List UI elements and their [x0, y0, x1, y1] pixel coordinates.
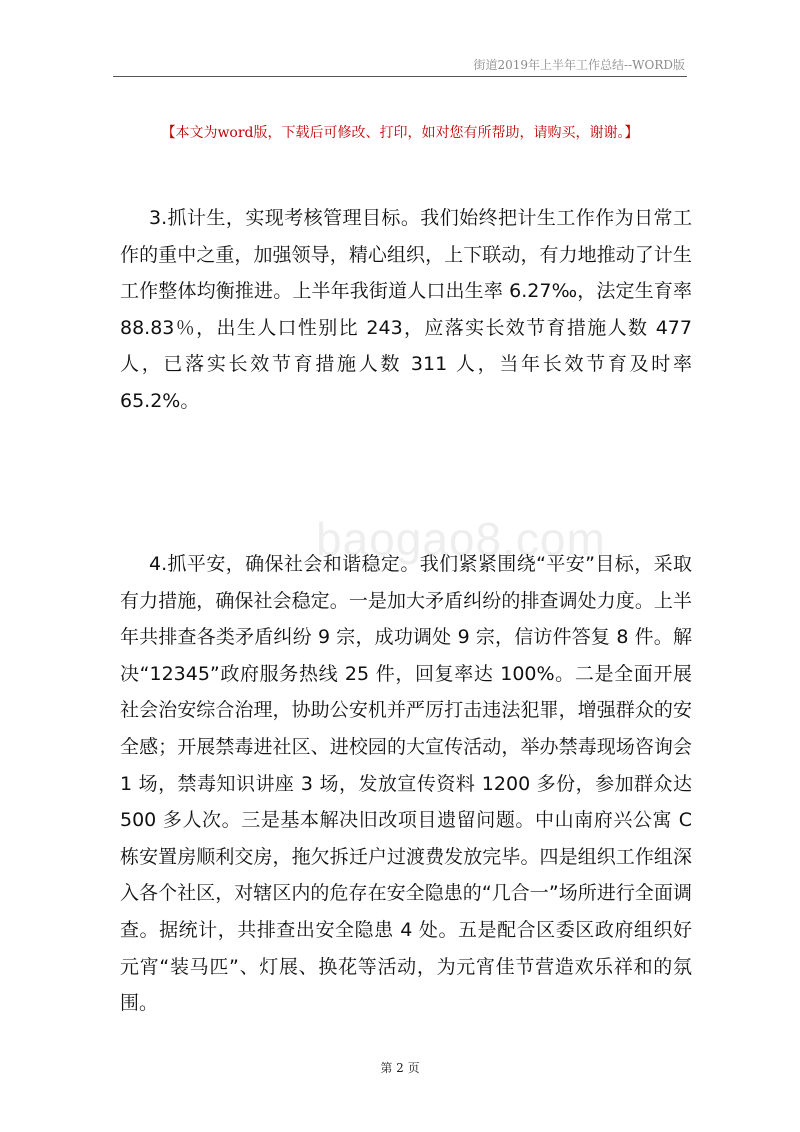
- paragraph-family-planning: 3.抓计生，实现考核管理目标。我们始终把计生工作作为日常工作的重中之重，加强领导，精心组织，上下联动，有力地推动了计生工作整体均衡推进。上半年我街道人口出生率 6.27‰，法定生育率88.83％，出生人口性别比 243，应落实长效节育措施人数 477 人，已落实长效节育措施人数 311 人，当年长效节育及时率 65.2%。: [120, 207, 692, 412]
- page-number: 第 2 页: [380, 1061, 420, 1075]
- running-header: 街道2019年上半年工作总结--WORD版: [473, 58, 685, 72]
- header-divider: [113, 76, 687, 77]
- purchase-notice: 【本文为word版，下载后可修改、打印，如对您有所帮助，请购买，谢谢。】: [161, 125, 639, 141]
- watermark: baogao8.com: [316, 513, 606, 565]
- paragraph-public-safety: 4.抓平安，确保社会和谐稳定。我们紧紧围绕“平安”目标，采取有力措施，确保社会稳定。一是加大矛盾纠纷的排查调处力度。上半年共排查各类矛盾纠纷 9 宗，成功调处 9 宗，信访件答复 8 件。解决“12345”政府服务热线 25 件，回复率达 100%。二是全面开展社会治安综合治理，协助公安机并严厉打击违法犯罪，增强群众的安全感；开展禁毒进社区、进校园的大宣传活动，举办禁毒现场咨询会 1 场，禁毒知识讲座 3 场，发放宣传资料 1200 多份，参加群众达 500 多人次。三是基本解决旧改项目遗留问题。中山南府兴公寓 C 栋安置房顺利交房，拖欠拆迁户过渡费发放完毕。四是组织工作组深入各个社区，对辖区内的危存在安全隐患的“几合一”场所进行全面调查。据统计，共排查出安全隐患 4 处。五是配合区委区政府组织好元宵“装马匹”、灯展、换花等活动，为元宵佳节营造欢乐祥和的氛围。: [120, 553, 692, 1015]
